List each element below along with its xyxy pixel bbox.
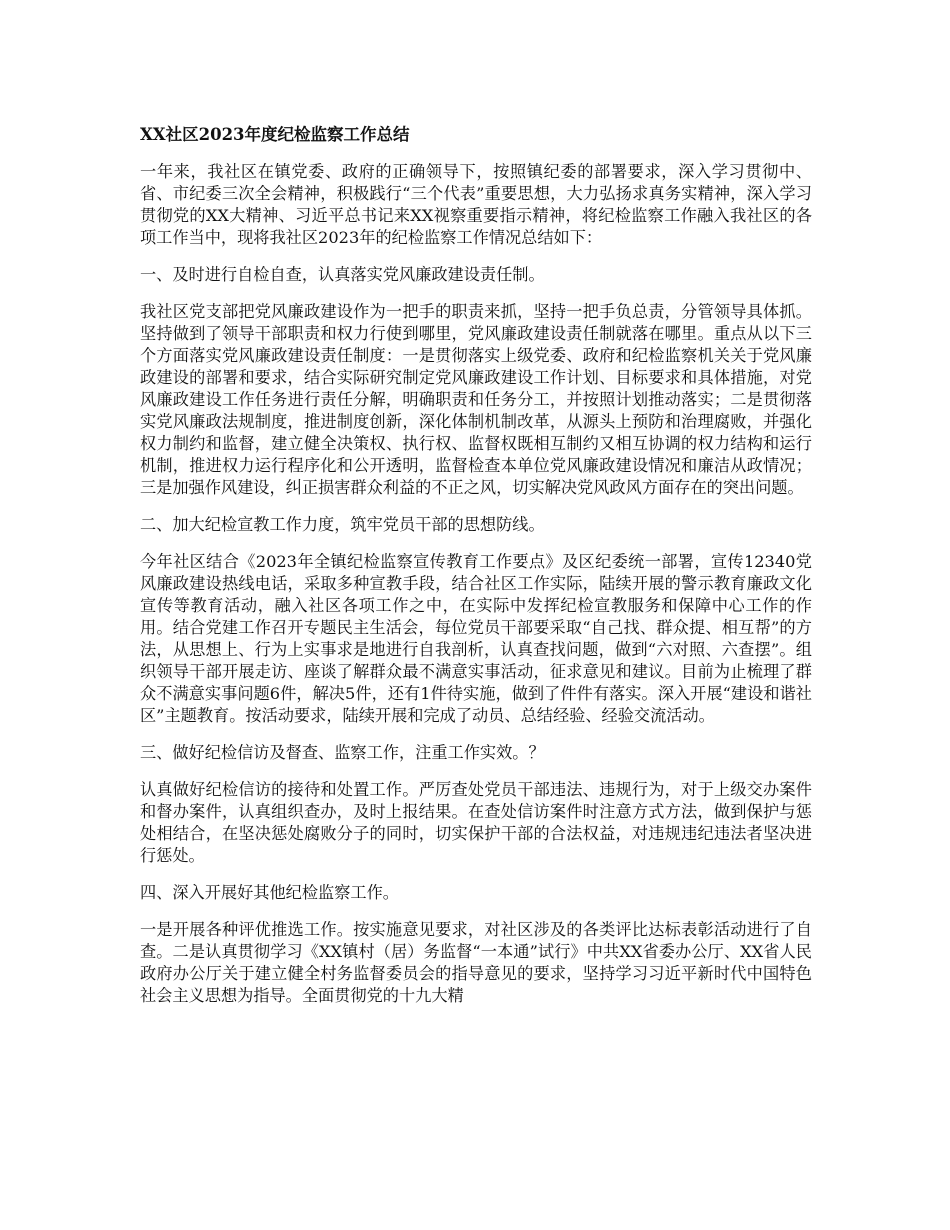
document-page (140, 124, 812, 1022)
section-body-2: 今年社区结合《2023年全镇纪检监察宣传教育工作要点》及区纪委统一部署，宣传12340党风廉政建设热线电话，采取多种宣教手段，结合社区工作实际，陆续开展的警示教育廉政文化宣传等教育活动，融入社区各项工作之中，在实际中发挥纪检宣教服务和保障中心工作的作用。结合党建工作召开专题民主生活会，每位党员干部要采取“自己找、群众提、相互帮”的方法，从思想上、行为上实事求是地进行自我剖析，认真查找问题，做到“六对照、六查摆”。组织领导干部开展走访、座谈了解群众最不满意实事活动，征求意见和建议。目前为止梳理了群众不满意实事问题6件，解决5件，还有1件待实施，做到了件件有落实。深入开展“建设和谐社区”主题教育。按活动要求，陆续开展和完成了动员、总结经验、经验交流活动。 (140, 552, 812, 725)
document-title: XX社区2023年度纪检监察工作总结 (140, 125, 410, 144)
section-heading-1: 一、及时进行自检自查，认真落实党风廉政建设责任制。 (140, 265, 545, 284)
section-heading-3: 三、做好纪检信访及督查、监察工作，注重工作实效。？ (140, 743, 545, 762)
intro-paragraph: 一年来，我社区在镇党委、政府的正确领导下，按照镇纪委的部署要求，深入学习贯彻中、省、市纪委三次全会精神，积极践行“三个代表”重要思想，大力弘扬求真务实精神，深入学习贯彻党的XX大精神、习近平总书记来XX视察重要指示精神，将纪检监察工作融入我社区的各项工作当中，现将我社区2023年的纪检监察工作情况总结如下： (140, 162, 812, 247)
section-body-1: 我社区党支部把党风廉政建设作为一把手的职责来抓，坚持一把手负总责，分管领导具体抓。坚持做到了领导干部职责和权力行使到哪里，党风廉政建设责任制就落在哪里。重点从以下三个方面落实党风廉政建设责任制度：一是贯彻落实上级党委、政府和纪检监察机关关于党风廉政建设的部署和要求，结合实际研究制定党风廉政建设工作计划、目标要求和具体措施，对党风廉政建设工作任务进行责任分解，明确职责和任务分工，并按照计划推动落实；二是贯彻落实党风廉政法规制度，推进制度创新，深化体制机制改革，从源头上预防和治理腐败，并强化权力制约和监督，建立健全决策权、执行权、监督权既相互制约又相互协调的权力结构和运行机制，推进权力运行程序化和公开透明，监督检查本单位党风廉政建设情况和廉洁从政情况；三是加强作风建设，纠正损害群众利益的不正之风，切实解决党风政风方面存在的突出问题。 (140, 302, 812, 497)
section-heading-4: 四、深入开展好其他纪检监察工作。 (140, 883, 399, 902)
section-heading-2: 二、加大纪检宣教工作力度，筑牢党员干部的思想防线。 (140, 515, 545, 534)
section-body-4: 一是开展各种评优推选工作。按实施意见要求，对社区涉及的各类评比达标表彰活动进行了自查。二是认真贯彻学习《XX镇村（居）务监督“一本通”试行》中共XX省委办公厅、XX省人民政府办公厅关于建立健全村务监督委员会的指导意见的要求，坚持学习习近平新时代中国特色社会主义思想为指导。全面贯彻党的十九大精 (140, 920, 812, 1005)
section-body-3: 认真做好纪检信访的接待和处置工作。严厉查处党员干部违法、违规行为，对于上级交办案件和督办案件，认真组织查办，及时上报结果。在查处信访案件时注意方式方法，做到保护与惩处相结合，在坚决惩处腐败分子的同时，切实保护干部的合法权益，对违规违纪违法者坚决进行惩处。 (140, 780, 812, 865)
